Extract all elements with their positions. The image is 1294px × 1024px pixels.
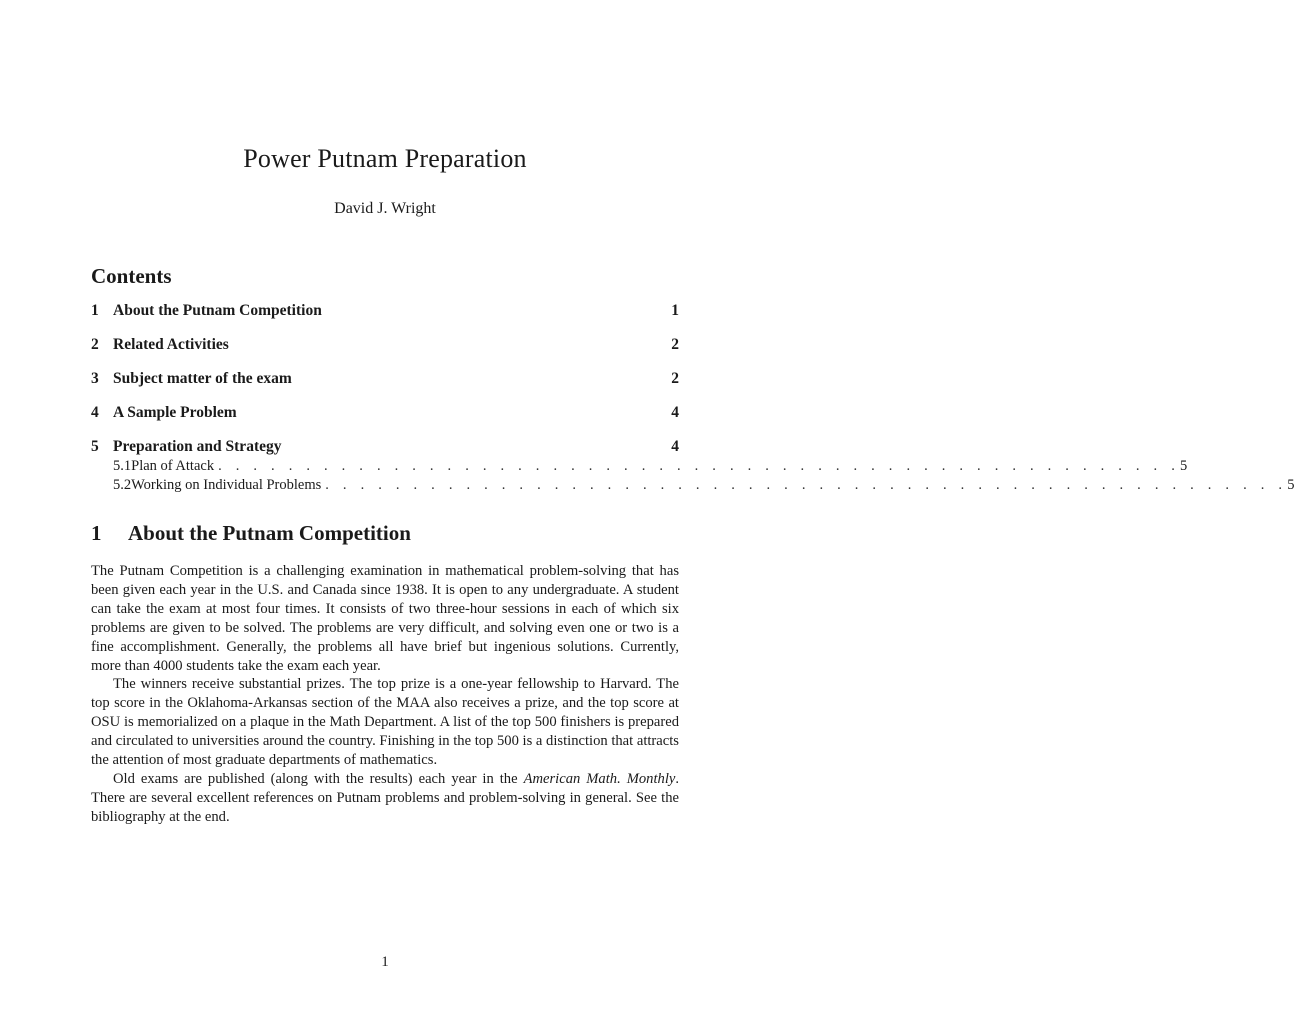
toc-entry-1[interactable] — [91, 302, 679, 324]
toc-entry-3[interactable] — [91, 370, 679, 392]
toc-entry-page: 2 — [671, 370, 679, 387]
toc-subentry-5-1[interactable] — [113, 458, 1188, 478]
toc-subentry-5-2[interactable] — [113, 477, 1294, 497]
paragraph: The winners receive substantial prizes. The top prize is a one-year fellowship to Harvard. The top score in the Oklahoma-Arkansas section of the MAA also receives a prize, and the top score at OSU is memorialized on a plaque in the Math Department. A list of the top 500 finishers is prepared and circulated to universities around the country. Finishing in the top 500 is a distinction that attracts the attention of most graduate departments of mathematics. — [91, 676, 679, 769]
toc-subentry-label: Working on Individual Problems — [131, 477, 322, 493]
document-page — [91, 0, 1294, 1024]
toc-entry-label: Subject matter of the exam — [113, 370, 292, 387]
section-body — [91, 562, 679, 827]
toc-entry-label: About the Putnam Competition — [113, 302, 322, 319]
toc-leader-dots: . . . . . . . . . . . . . . . . . . . . . . . . . . . . . . . . . . . . . . . . . . . . . . . . . . . . . . . — [218, 458, 1181, 474]
toc-entry-label: Related Activities — [113, 336, 229, 353]
toc-leader-dots: . . . . . . . . . . . . . . . . . . . . . . . . . . . . . . . . . . . . . . . . . . . . . . . . . . . . . . . — [325, 477, 1288, 493]
toc-entry-4[interactable] — [91, 404, 679, 426]
toc-entry-label: Preparation and Strategy — [113, 438, 282, 455]
toc-entry-number: 5 — [91, 438, 99, 455]
paragraph-text: Old exams are published (along with the results) each year in the — [113, 770, 524, 787]
toc-subentry-page: 5 — [1180, 458, 1188, 474]
document-title: Power Putnam Preparation — [243, 144, 527, 173]
document-author: David J. Wright — [334, 200, 436, 217]
page-number: 1 — [381, 954, 389, 970]
toc-entry-page: 1 — [671, 302, 679, 319]
toc-subentry-number: 5.1 — [113, 458, 132, 474]
section-heading — [91, 521, 411, 546]
toc-entry-5[interactable] — [91, 438, 679, 460]
toc-entry-number: 1 — [91, 302, 99, 319]
toc-entry-number: 2 — [91, 336, 99, 353]
toc-entry-2[interactable] — [91, 336, 679, 358]
toc-entry-page: 2 — [671, 336, 679, 353]
toc-entry-page: 4 — [671, 438, 679, 455]
toc-entry-number: 4 — [91, 404, 99, 421]
paragraph: The Putnam Competition is a challenging examination in mathematical problem-solving that has been given each year in the U.S. and Canada since 1938. It is open to any undergraduate. A student can take the exam at most four times. It consists of two three-hour sessions in each of which six problems are given to be solved. The problems are very difficult, and solving even one or two is a fine accomplishment. Generally, the problems all have brief but ingenious solutions. Currently, more than 4000 students take the exam each year. — [91, 563, 679, 674]
section-number: 1 — [91, 521, 102, 545]
paragraph — [91, 770, 679, 827]
toc-subentry-number: 5.2 — [113, 477, 132, 493]
toc-subentry-page: 5 — [1287, 477, 1294, 493]
journal-title: American Math. Monthly — [523, 770, 676, 787]
paragraph-text: . There are several excellent references on Putnam problems and problem-solving in general. See the bibliography at the end. — [91, 770, 680, 825]
contents-heading: Contents — [91, 264, 172, 288]
toc-entry-page: 4 — [671, 404, 679, 421]
toc-entry-label: A Sample Problem — [113, 404, 237, 421]
toc-entry-number: 3 — [91, 370, 99, 387]
toc-subentry-label: Plan of Attack — [131, 458, 215, 474]
section-title: About the Putnam Competition — [128, 521, 411, 545]
